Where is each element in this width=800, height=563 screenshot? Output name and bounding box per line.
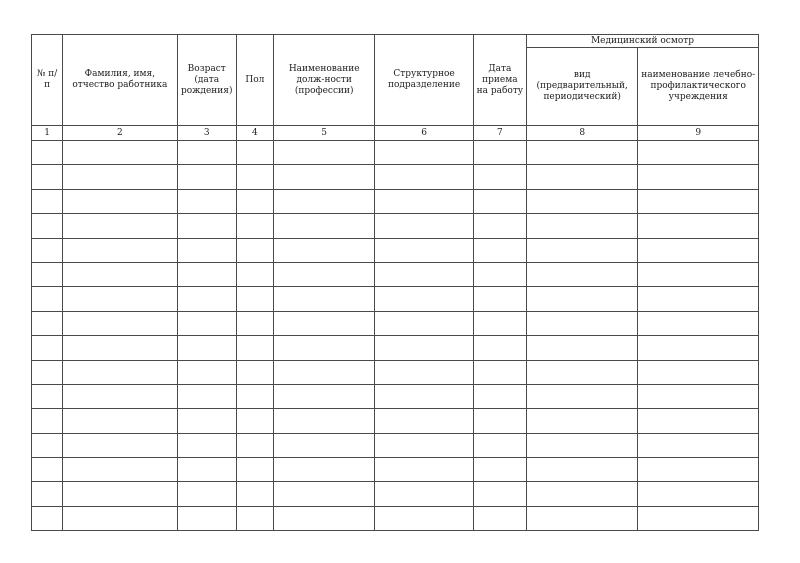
table-cell[interactable] bbox=[638, 433, 759, 457]
table-cell[interactable] bbox=[638, 165, 759, 189]
table-cell[interactable] bbox=[375, 409, 473, 433]
table-cell[interactable] bbox=[273, 433, 374, 457]
column-number-cell: 6 bbox=[375, 126, 473, 141]
table-cell[interactable] bbox=[63, 409, 177, 433]
table-cell[interactable] bbox=[375, 336, 473, 360]
table-cell[interactable] bbox=[375, 360, 473, 384]
table-row bbox=[32, 141, 759, 165]
column-number-cell: 4 bbox=[236, 126, 273, 141]
table-row bbox=[32, 214, 759, 238]
table-cell[interactable] bbox=[273, 214, 374, 238]
table-cell[interactable] bbox=[473, 409, 526, 433]
table-cell[interactable] bbox=[177, 409, 236, 433]
table-cell[interactable] bbox=[526, 458, 637, 482]
table-row bbox=[32, 360, 759, 384]
table-cell[interactable] bbox=[526, 214, 637, 238]
table-cell[interactable] bbox=[638, 482, 759, 506]
table-cell[interactable] bbox=[473, 214, 526, 238]
table-cell[interactable] bbox=[273, 165, 374, 189]
table-cell[interactable] bbox=[473, 311, 526, 335]
table-cell[interactable] bbox=[273, 336, 374, 360]
table-cell[interactable] bbox=[273, 360, 374, 384]
table-cell[interactable] bbox=[473, 482, 526, 506]
header-hire-date: Дата приема на работу bbox=[473, 35, 526, 126]
table-cell[interactable] bbox=[63, 311, 177, 335]
table-cell[interactable] bbox=[473, 165, 526, 189]
table-cell[interactable] bbox=[32, 262, 63, 286]
table-cell[interactable] bbox=[177, 506, 236, 530]
table-cell[interactable] bbox=[236, 458, 273, 482]
header-number: № п/п bbox=[32, 35, 63, 126]
table-cell[interactable] bbox=[375, 287, 473, 311]
table-cell[interactable] bbox=[273, 262, 374, 286]
table-row bbox=[32, 238, 759, 262]
table-cell[interactable] bbox=[32, 360, 63, 384]
table-cell[interactable] bbox=[63, 189, 177, 213]
table-cell[interactable] bbox=[63, 141, 177, 165]
table-cell[interactable] bbox=[236, 214, 273, 238]
column-number-cell: 1 bbox=[32, 126, 63, 141]
table-row bbox=[32, 287, 759, 311]
column-number-cell: 9 bbox=[638, 126, 759, 141]
table-cell[interactable] bbox=[638, 409, 759, 433]
table-cell[interactable] bbox=[63, 262, 177, 286]
table-cell[interactable] bbox=[473, 262, 526, 286]
table-cell[interactable] bbox=[236, 433, 273, 457]
table-cell[interactable] bbox=[177, 141, 236, 165]
table-cell[interactable] bbox=[638, 238, 759, 262]
table-cell[interactable] bbox=[32, 165, 63, 189]
table-cell[interactable] bbox=[473, 336, 526, 360]
table-cell[interactable] bbox=[638, 458, 759, 482]
table-cell[interactable] bbox=[63, 506, 177, 530]
table-cell[interactable] bbox=[32, 238, 63, 262]
table-row bbox=[32, 336, 759, 360]
table-cell[interactable] bbox=[473, 384, 526, 408]
table-cell[interactable] bbox=[638, 311, 759, 335]
table-cell[interactable] bbox=[63, 165, 177, 189]
table-row bbox=[32, 189, 759, 213]
table-row bbox=[32, 384, 759, 408]
table-cell[interactable] bbox=[273, 311, 374, 335]
table-cell[interactable] bbox=[526, 165, 637, 189]
table-cell[interactable] bbox=[473, 360, 526, 384]
table-cell[interactable] bbox=[177, 433, 236, 457]
table-cell[interactable] bbox=[375, 141, 473, 165]
table-row bbox=[32, 409, 759, 433]
table-cell[interactable] bbox=[236, 311, 273, 335]
table-cell[interactable] bbox=[177, 311, 236, 335]
table-cell[interactable] bbox=[473, 141, 526, 165]
table-cell[interactable] bbox=[526, 189, 637, 213]
table-cell[interactable] bbox=[638, 360, 759, 384]
header-full-name: Фамилия, имя, отчество работника bbox=[63, 35, 177, 126]
table-cell[interactable] bbox=[638, 141, 759, 165]
table-cell[interactable] bbox=[236, 238, 273, 262]
table-cell[interactable] bbox=[638, 262, 759, 286]
table-cell[interactable] bbox=[526, 311, 637, 335]
table-cell[interactable] bbox=[526, 238, 637, 262]
table-cell[interactable] bbox=[273, 238, 374, 262]
header-sex: Пол bbox=[236, 35, 273, 126]
table-cell[interactable] bbox=[236, 287, 273, 311]
table-cell[interactable] bbox=[526, 287, 637, 311]
table-cell[interactable] bbox=[32, 311, 63, 335]
table-cell[interactable] bbox=[473, 238, 526, 262]
table-cell[interactable] bbox=[63, 336, 177, 360]
table-cell[interactable] bbox=[236, 360, 273, 384]
table-row bbox=[32, 458, 759, 482]
table-cell[interactable] bbox=[375, 238, 473, 262]
table-cell[interactable] bbox=[177, 336, 236, 360]
table-cell[interactable] bbox=[32, 287, 63, 311]
table-cell[interactable] bbox=[526, 482, 637, 506]
table-cell[interactable] bbox=[32, 336, 63, 360]
table-cell[interactable] bbox=[236, 165, 273, 189]
table-cell[interactable] bbox=[473, 189, 526, 213]
table-row bbox=[32, 165, 759, 189]
table-cell[interactable] bbox=[375, 189, 473, 213]
column-number-cell: 5 bbox=[273, 126, 374, 141]
table-cell[interactable] bbox=[638, 287, 759, 311]
table-cell[interactable] bbox=[32, 189, 63, 213]
column-number-cell: 7 bbox=[473, 126, 526, 141]
table-cell[interactable] bbox=[638, 214, 759, 238]
table-cell[interactable] bbox=[63, 384, 177, 408]
table-cell[interactable] bbox=[473, 506, 526, 530]
table-cell[interactable] bbox=[177, 189, 236, 213]
table-cell[interactable] bbox=[236, 506, 273, 530]
table-cell[interactable] bbox=[273, 482, 374, 506]
table-header bbox=[32, 35, 759, 126]
table-cell[interactable] bbox=[177, 384, 236, 408]
table-cell[interactable] bbox=[63, 433, 177, 457]
table-cell[interactable] bbox=[177, 360, 236, 384]
medical-exam-journal-table bbox=[31, 34, 759, 531]
table-cell[interactable] bbox=[526, 506, 637, 530]
table-row bbox=[32, 433, 759, 457]
table-row bbox=[32, 506, 759, 530]
table-cell[interactable] bbox=[32, 384, 63, 408]
table-cell[interactable] bbox=[273, 458, 374, 482]
table-cell[interactable] bbox=[526, 141, 637, 165]
table-cell[interactable] bbox=[32, 141, 63, 165]
header-exam-type: вид (предварительный, периодический) bbox=[526, 48, 637, 126]
header-medical-exam-group: Медицинский осмотр bbox=[526, 35, 758, 48]
table-cell[interactable] bbox=[236, 262, 273, 286]
table-cell[interactable] bbox=[375, 384, 473, 408]
header-age: Возраст (дата рождения) bbox=[177, 35, 236, 126]
table-cell[interactable] bbox=[375, 458, 473, 482]
table-cell[interactable] bbox=[32, 409, 63, 433]
table-cell[interactable] bbox=[273, 384, 374, 408]
column-number-cell: 2 bbox=[63, 126, 177, 141]
table-cell[interactable] bbox=[177, 214, 236, 238]
table-cell[interactable] bbox=[236, 189, 273, 213]
table-body bbox=[32, 126, 759, 531]
table-cell[interactable] bbox=[638, 506, 759, 530]
table-cell[interactable] bbox=[473, 287, 526, 311]
table-cell[interactable] bbox=[236, 141, 273, 165]
table-cell[interactable] bbox=[375, 506, 473, 530]
table-cell[interactable] bbox=[375, 433, 473, 457]
table-cell[interactable] bbox=[177, 262, 236, 286]
column-number-cell: 3 bbox=[177, 126, 236, 141]
table-cell[interactable] bbox=[375, 482, 473, 506]
table-cell[interactable] bbox=[638, 336, 759, 360]
header-medical-institution: наименование лечебно-профилактического учреждения bbox=[638, 48, 759, 126]
header-department: Структурное подразделение bbox=[375, 35, 473, 126]
table-cell[interactable] bbox=[32, 458, 63, 482]
table-cell[interactable] bbox=[526, 336, 637, 360]
table-cell[interactable] bbox=[63, 214, 177, 238]
table-cell[interactable] bbox=[63, 238, 177, 262]
table-cell[interactable] bbox=[526, 360, 637, 384]
table-cell[interactable] bbox=[526, 384, 637, 408]
table-cell[interactable] bbox=[473, 458, 526, 482]
table-cell[interactable] bbox=[236, 336, 273, 360]
table-cell[interactable] bbox=[177, 482, 236, 506]
table-cell[interactable] bbox=[177, 287, 236, 311]
table-cell[interactable] bbox=[63, 482, 177, 506]
table-cell[interactable] bbox=[638, 384, 759, 408]
header-position: Наименование долж-ности (профессии) bbox=[273, 35, 374, 126]
column-number-cell: 8 bbox=[526, 126, 637, 141]
table-cell[interactable] bbox=[177, 458, 236, 482]
table-cell[interactable] bbox=[177, 165, 236, 189]
table-cell[interactable] bbox=[177, 238, 236, 262]
table-cell[interactable] bbox=[526, 409, 637, 433]
table-cell[interactable] bbox=[63, 458, 177, 482]
table-cell[interactable] bbox=[236, 482, 273, 506]
table-cell[interactable] bbox=[375, 214, 473, 238]
table-cell[interactable] bbox=[63, 287, 177, 311]
column-number-row bbox=[32, 126, 759, 141]
table-row bbox=[32, 311, 759, 335]
table-cell[interactable] bbox=[32, 433, 63, 457]
table-cell[interactable] bbox=[273, 287, 374, 311]
table-cell[interactable] bbox=[375, 165, 473, 189]
table-cell[interactable] bbox=[526, 262, 637, 286]
table-cell[interactable] bbox=[273, 506, 374, 530]
table-cell[interactable] bbox=[273, 189, 374, 213]
table-cell[interactable] bbox=[236, 384, 273, 408]
table-cell[interactable] bbox=[526, 433, 637, 457]
table-cell[interactable] bbox=[32, 506, 63, 530]
table-cell[interactable] bbox=[32, 214, 63, 238]
table-cell[interactable] bbox=[273, 141, 374, 165]
table-cell[interactable] bbox=[63, 360, 177, 384]
table-row bbox=[32, 482, 759, 506]
table-cell[interactable] bbox=[32, 482, 63, 506]
table-cell[interactable] bbox=[273, 409, 374, 433]
table-cell[interactable] bbox=[375, 311, 473, 335]
table-cell[interactable] bbox=[236, 409, 273, 433]
table-row bbox=[32, 262, 759, 286]
table-cell[interactable] bbox=[638, 189, 759, 213]
table-cell[interactable] bbox=[473, 433, 526, 457]
table-cell[interactable] bbox=[375, 262, 473, 286]
